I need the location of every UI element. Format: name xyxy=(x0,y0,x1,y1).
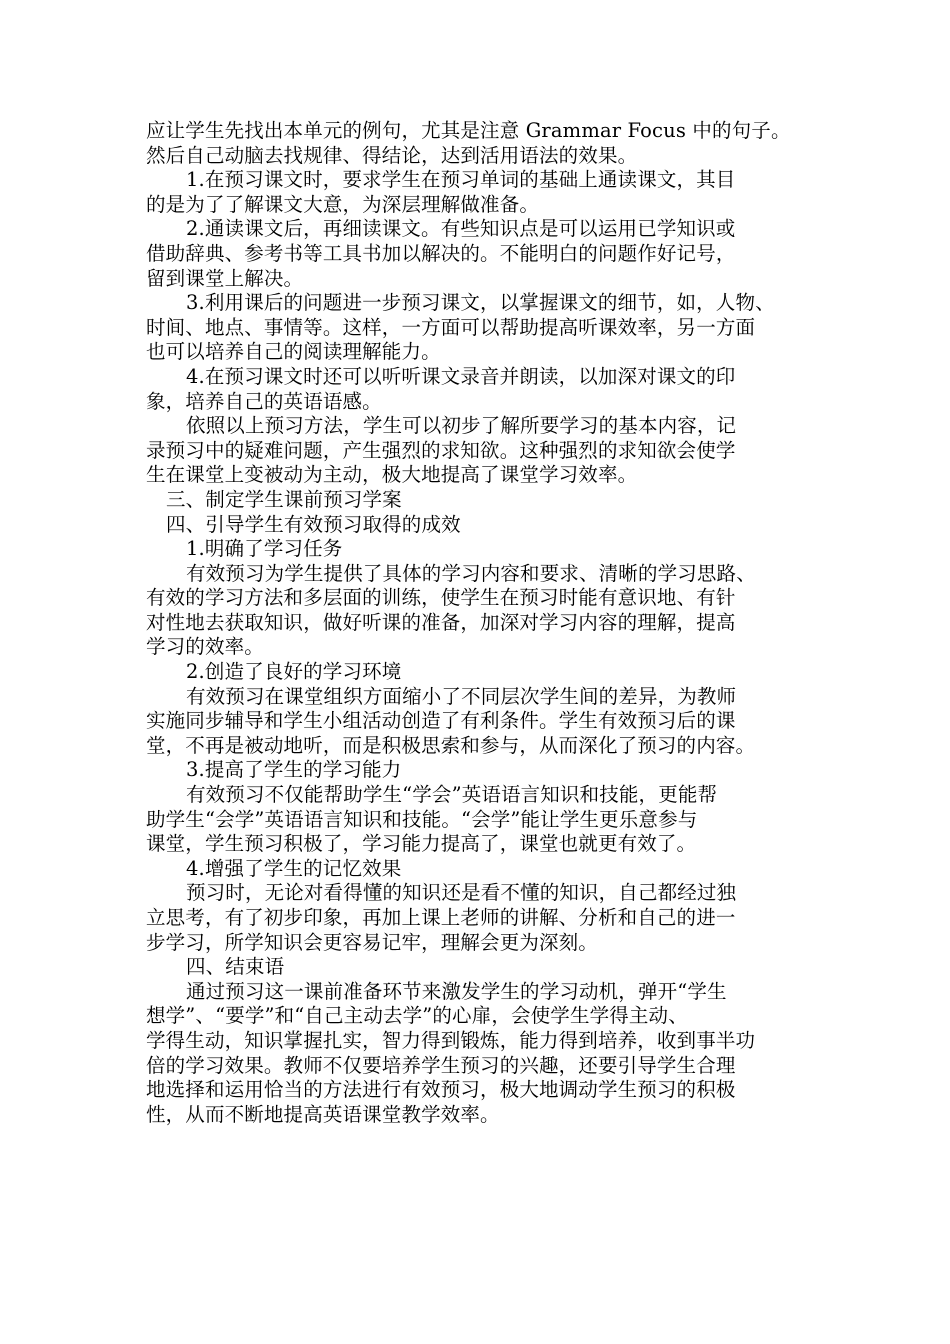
text-line: 生在课堂上变被动为主动，极大地提高了课堂学习效率。 xyxy=(146,463,638,487)
text-line: 也可以培养自己的阅读理解能力。 xyxy=(146,340,441,364)
text-line: 有效预习在课堂组织方面缩小了不同层次学生间的差异，为教师 xyxy=(186,684,737,708)
text-line: 象，培养自己的英语语感。 xyxy=(146,389,382,413)
text-line: 有效的学习方法和多层面的训练，使学生在预习时能有意识地、有针 xyxy=(146,586,736,610)
text-line: 地选择和运用恰当的方法进行有效预习，极大地调动学生预习的积极 xyxy=(146,1078,736,1102)
text-line: 对性地去获取知识，做好听课的准备，加深对学习内容的理解，提高 xyxy=(146,610,736,634)
text-line: 助学生“会学”英语语言知识和技能。“会学”能让学生更乐意参与 xyxy=(146,807,698,831)
text-line: 立思考，有了初步印象，再加上课上老师的讲解、分析和自己的进一 xyxy=(146,906,736,929)
text-line: 3.提高了学生的学习能力 xyxy=(186,758,402,782)
text-line: 步学习，所学知识会更容易记牢，理解会更为深刻。 xyxy=(146,930,598,954)
text-line: 的是为了了解课文大意，为深层理解做准备。 xyxy=(146,192,540,216)
text-line: 三、制定学生课前预习学案 xyxy=(166,487,402,511)
text-line: 时间、地点、事情等。这样，一方面可以帮助提高听课效率，另一方面 xyxy=(146,315,756,339)
text-line: 想学”、“要学”和“自己主动去学”的心扉，会使学生学得主动、 xyxy=(146,1004,688,1028)
text-line: 有效预习不仅能帮助学生“学会”英语语言知识和技能，更能帮 xyxy=(186,783,718,807)
text-line: 然后自己动脑去找规律、得结论，达到活用语法的效果。 xyxy=(146,143,638,167)
text-line: 倍的学习效果。教师不仅要培养学生预习的兴趣，还要引导学生合理 xyxy=(146,1053,736,1077)
document-body xyxy=(146,119,810,1127)
text-line: 学得生动，知识掌握扎实，智力得到锻炼，能力得到培养，收到事半功 xyxy=(146,1028,756,1052)
text-line: 堂，不再是被动地听，而是积极思索和参与，从而深化了预习的内容。 xyxy=(146,733,756,757)
text-line: 性，从而不断地提高英语课堂教学效率。 xyxy=(146,1102,500,1126)
text-line: 1.在预习课文时，要求学生在预习单词的基础上通读课文，其目 xyxy=(186,168,736,192)
text-line: 录预习中的疑难问题，产生强烈的求知欲。这种强烈的求知欲会使学 xyxy=(146,438,736,462)
text-line: 实施同步辅导和学生小组活动创造了有利条件。学生有效预习后的课 xyxy=(146,709,736,733)
text-line: 4.在预习课文时还可以听听课文录音并朗读，以加深对课文的印 xyxy=(186,364,736,388)
text-line: 3.利用课后的问题进一步预习课文，以掌握课文的细节，如，人物、 xyxy=(186,291,775,315)
text-line: 借助辞典、参考书等工具书加以解决的。不能明白的问题作好记号， xyxy=(146,241,736,265)
text-line: 4.增强了学生的记忆效果 xyxy=(186,856,402,880)
text-line: 预习时，无论对看得懂的知识还是看不懂的知识，自己都经过独 xyxy=(186,881,737,905)
text-line: 学习的效率。 xyxy=(146,635,264,659)
text-line: 课堂，学生预习积极了，学习能力提高了，课堂也就更有效了。 xyxy=(146,832,697,856)
text-line: 四、结束语 xyxy=(186,955,285,979)
text-line: 留到课堂上解决。 xyxy=(146,266,304,290)
text-line: 有效预习为学生提供了具体的学习内容和要求、清晰的学习思路、 xyxy=(186,561,756,585)
text-line: 依照以上预习方法，学生可以初步了解所要学习的基本内容，记 xyxy=(186,414,737,438)
text-line: 四、引导学生有效预习取得的成效 xyxy=(166,512,461,536)
text-line: 通过预习这一课前准备环节来激发学生的学习动机，弹开“学生 xyxy=(186,979,727,1003)
text-line: 应让学生先找出本单元的例句，尤其是注意 Grammar Focus 中的句子。 xyxy=(146,119,791,142)
text-line: 2.创造了良好的学习环境 xyxy=(186,660,402,684)
text-line: 1.明确了学习任务 xyxy=(186,537,343,561)
text-line: 2.通读课文后，再细读课文。有些知识点是可以运用已学知识或 xyxy=(186,217,736,241)
